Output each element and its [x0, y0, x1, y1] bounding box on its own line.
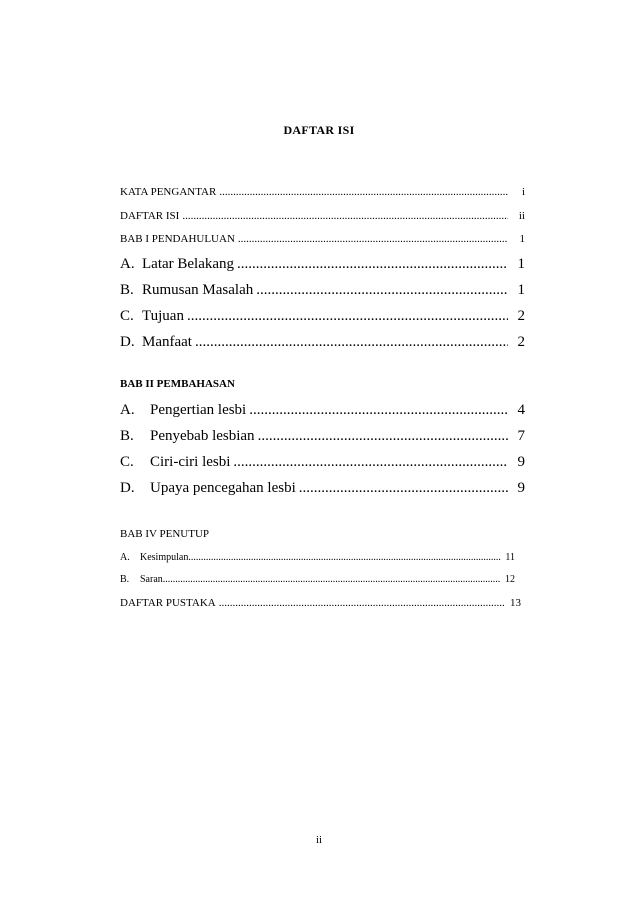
- dot-leader: [237, 256, 508, 273]
- item-label: Penyebab lesbian: [150, 428, 255, 444]
- dot-leader: [195, 334, 508, 351]
- item-letter: B.: [120, 574, 130, 585]
- toc-item-upaya-pencegahan: [120, 480, 525, 497]
- item-label: Manfaat: [142, 334, 192, 350]
- toc-entry-page: ii: [518, 210, 525, 222]
- item-label: Ciri-ciri lesbi: [150, 454, 231, 470]
- item-page: 9: [517, 480, 525, 496]
- item-label: Kesimpulan: [140, 552, 189, 563]
- toc-item-manfaat: [120, 334, 525, 351]
- item-page: 7: [517, 428, 525, 444]
- toc-entry-label: DAFTAR ISI: [120, 210, 180, 222]
- toc-entry-page: 1: [519, 233, 525, 245]
- item-letter: D.: [120, 480, 135, 496]
- item-label: Latar Belakang: [142, 256, 235, 272]
- dot-leader: [238, 233, 508, 245]
- toc-entry-label: BAB I PENDAHULUAN: [120, 233, 235, 245]
- toc-item-pengertian-lesbi: [120, 402, 525, 419]
- item-page: 9: [517, 454, 525, 470]
- toc-entry-label: KATA PENGANTAR: [120, 186, 217, 198]
- toc-entry-kata-pengantar: [120, 186, 525, 198]
- item-letter: A.: [120, 256, 135, 272]
- item-letter: A.: [120, 402, 135, 418]
- toc-entry-bab-1: [120, 233, 525, 245]
- toc-entry-page: i: [521, 186, 525, 198]
- dot-leader: [187, 308, 508, 325]
- dot-leader: [219, 597, 504, 609]
- dot-leader: [258, 428, 508, 445]
- dot-leader: [249, 402, 508, 419]
- dot-leader: [256, 282, 508, 299]
- item-page: 2: [517, 334, 525, 350]
- item-label: Tujuan: [142, 308, 184, 324]
- item-letter: A.: [120, 552, 130, 563]
- item-page: 2: [517, 308, 525, 324]
- item-letter: C.: [120, 454, 134, 470]
- dot-leader: [182, 210, 508, 222]
- toc-entry-label: DAFTAR PUSTAKA: [120, 597, 216, 609]
- item-letter: C.: [120, 308, 134, 324]
- item-label: Upaya pencegahan lesbi: [150, 480, 296, 496]
- item-page: 1: [517, 256, 525, 272]
- item-label: Saran: [140, 574, 163, 585]
- toc-item-penyebab-lesbian: [120, 428, 525, 445]
- dot-leader: [188, 552, 501, 563]
- toc-entry-daftar-isi: [120, 210, 525, 222]
- item-letter: B.: [120, 428, 134, 444]
- item-label: Rumusan Masalah: [142, 282, 254, 298]
- section-heading-bab-4: BAB IV PENUTUP: [120, 528, 210, 540]
- item-page: 4: [517, 402, 525, 418]
- toc-item-kesimpulan: [120, 552, 515, 563]
- item-page: 12: [505, 574, 515, 585]
- dot-leader: [299, 480, 508, 497]
- item-page: 11: [505, 552, 515, 563]
- toc-item-rumusan-masalah: [120, 282, 525, 299]
- page-title: DAFTAR ISI: [283, 123, 355, 137]
- section-heading-bab-2: BAB II PEMBAHASAN: [120, 378, 235, 390]
- page-number-footer: ii: [315, 834, 323, 846]
- toc-item-tujuan: [120, 308, 525, 325]
- dot-leader: [163, 574, 501, 585]
- dot-leader: [233, 454, 508, 471]
- dot-leader: [219, 186, 508, 198]
- toc-entry-page: 13: [510, 597, 521, 609]
- item-letter: D.: [120, 334, 135, 350]
- toc-entry-daftar-pustaka: [120, 597, 521, 609]
- toc-item-saran: [120, 574, 515, 585]
- toc-item-latar-belakang: [120, 256, 525, 273]
- item-letter: B.: [120, 282, 134, 298]
- toc-item-ciri-ciri-lesbi: [120, 454, 525, 471]
- item-label: Pengertian lesbi: [150, 402, 247, 418]
- item-page: 1: [517, 282, 525, 298]
